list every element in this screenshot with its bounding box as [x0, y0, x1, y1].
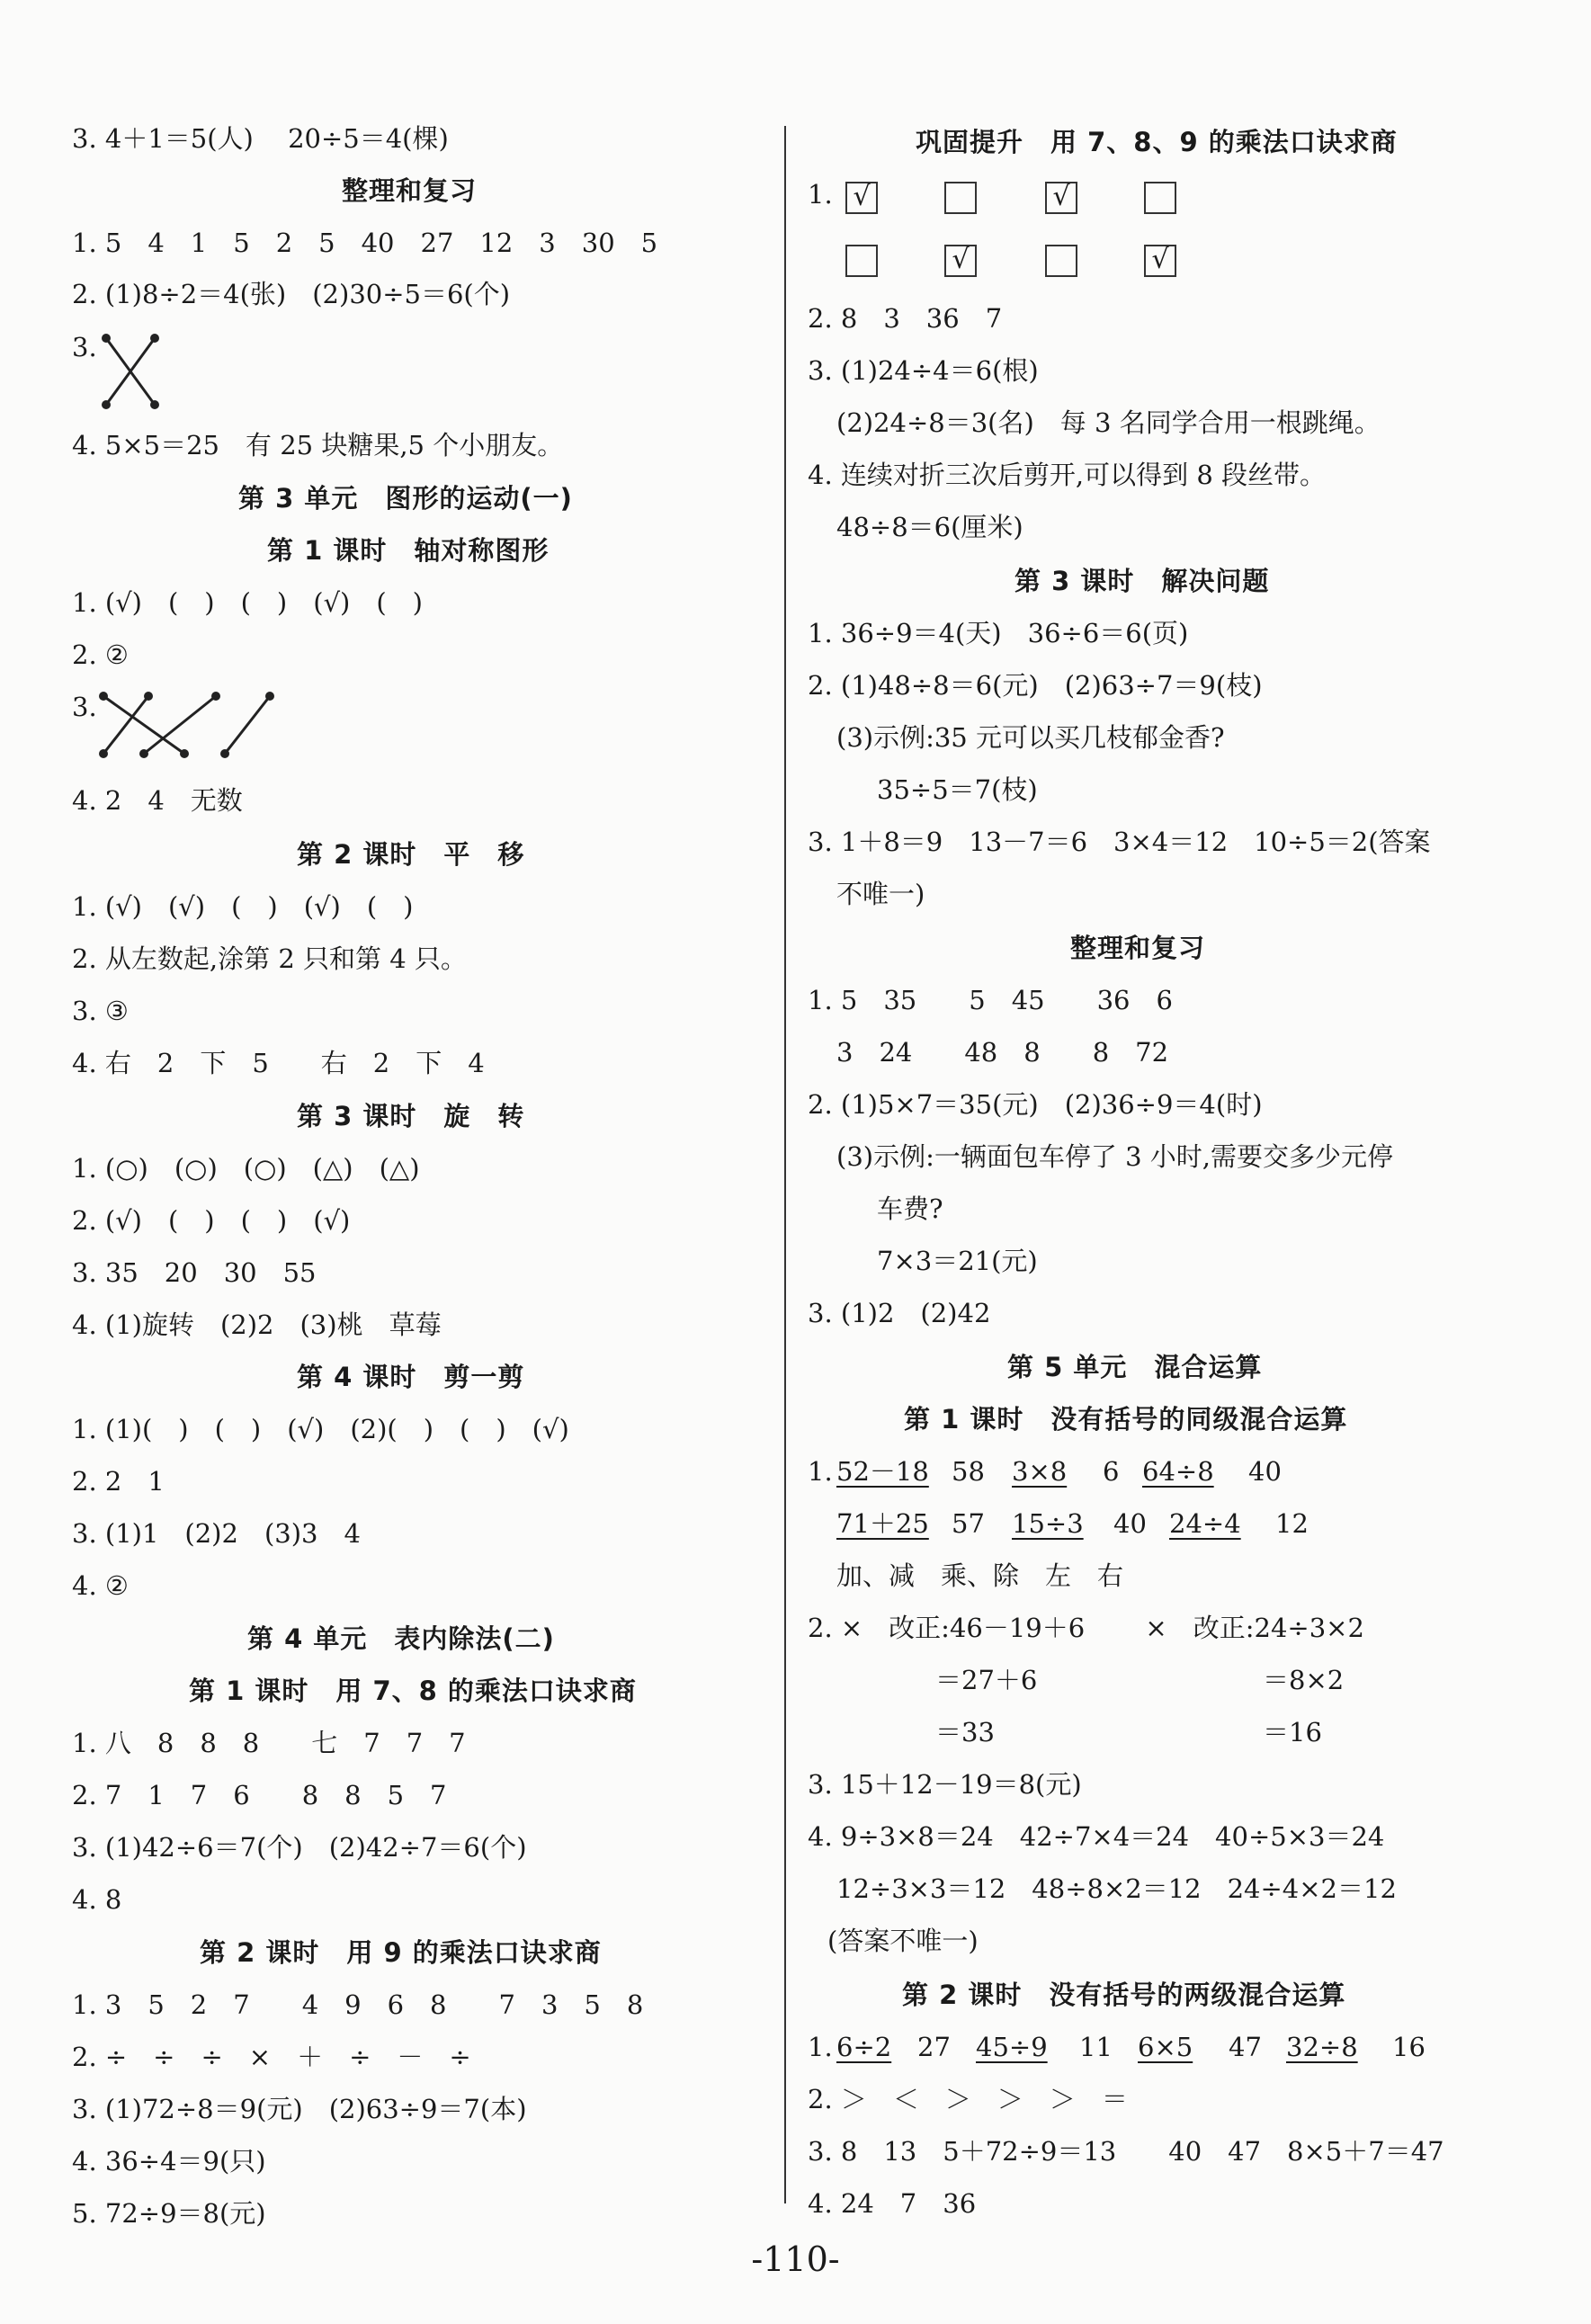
answer-underlined: 32÷8 — [1286, 2032, 1358, 2062]
answer-line: 2. ÷ ÷ ÷ × ＋ ÷ － ÷ — [72, 2042, 471, 2072]
answer-line: (3)示例:一辆面包车停了 3 小时,需要交多少元停 — [836, 1141, 1393, 1172]
unit-heading: 第 5 单元 混合运算 — [1007, 1352, 1263, 1382]
answer-value: 6 — [1103, 1456, 1120, 1487]
page-number: -110- — [751, 2239, 840, 2279]
answer-line: 3. — [72, 692, 97, 722]
answer-line: 1. 36÷9＝4(天) 36÷6＝6(页) — [808, 618, 1189, 648]
answer-line: 3. 15＋12－19＝8(元) — [808, 1769, 1082, 1800]
section-heading: 整理和复习 — [342, 175, 478, 206]
answer-value: 12 — [1275, 1508, 1309, 1539]
answer-line: 1. 八 8 8 8 七 7 7 7 — [72, 1728, 466, 1758]
answer-value: 58 — [952, 1456, 985, 1487]
answer-line: ＝27＋6 — [935, 1665, 1038, 1695]
checkbox-checked: √ — [944, 245, 977, 277]
answer-line: 2. (1)5×7＝35(元) (2)36÷9＝4(时) — [808, 1089, 1263, 1120]
answer-line: 3. (1)42÷6＝7(个) (2)42÷7＝6(个) — [72, 1832, 527, 1863]
answer-line: 2. ＞ ＜ ＞ ＞ ＞ ＝ — [808, 2084, 1128, 2114]
answer-value: 40 — [1248, 1456, 1282, 1487]
column-divider — [784, 126, 786, 2203]
answer-line: 1. 3 5 2 7 4 9 6 8 7 3 5 8 — [72, 1989, 644, 2020]
answer-line: 4. 连续对折三次后剪开,可以得到 8 段丝带。 — [808, 460, 1326, 490]
lesson-heading: 第 2 课时 用 9 的乘法口诀求商 — [200, 1937, 602, 1968]
answer-underlined: 15÷3 — [1012, 1508, 1084, 1539]
answer-line: 2. 2 1 — [72, 1466, 165, 1497]
matching-lines-figure — [94, 685, 283, 766]
answer-underlined: 64÷8 — [1142, 1456, 1214, 1487]
section-heading: 巩固提升 用 7、8、9 的乘法口诀求商 — [916, 127, 1398, 157]
answer-line: 加、减 乘、除 左 右 — [836, 1560, 1124, 1591]
answer-line: 车费? — [877, 1193, 943, 1224]
answer-line: 3. 1＋8＝9 13－7＝6 3×4＝12 10÷5＝2(答案 — [808, 827, 1431, 857]
answer-line: ＝8×2 — [1263, 1665, 1345, 1695]
answer-line: 7×3＝21(元) — [877, 1246, 1038, 1276]
answer-line: 1. — [808, 2032, 833, 2062]
checkbox-empty — [1144, 182, 1176, 214]
answer-line: 1. 5 4 1 5 2 5 40 27 12 3 30 5 — [72, 228, 658, 258]
answer-line: 4. (1)旋转 (2)2 (3)桃 草莓 — [72, 1309, 442, 1340]
unit-heading: 第 4 单元 表内除法(二) — [247, 1623, 555, 1654]
checkbox-empty — [1045, 245, 1077, 277]
answer-line: 2. (√) ( ) ( ) (√) — [72, 1205, 351, 1236]
answer-line: 1. 5 35 5 45 36 6 — [808, 985, 1173, 1015]
answer-value: 27 — [917, 2032, 951, 2062]
lesson-heading: 第 3 课时 旋 转 — [297, 1101, 525, 1131]
checkbox-empty — [944, 182, 977, 214]
lesson-heading: 第 1 课时 用 7、8 的乘法口诀求商 — [189, 1676, 637, 1706]
checkbox-empty — [845, 245, 878, 277]
answer-line: 2. (1)48÷8＝6(元) (2)63÷7＝9(枝) — [808, 670, 1263, 701]
answer-line: 3. ③ — [72, 996, 129, 1026]
answer-underlined: 45÷9 — [976, 2032, 1048, 2062]
unit-heading: 第 3 单元 图形的运动(一) — [238, 483, 573, 514]
answer-line: 12÷3×3＝12 48÷8×2＝12 24÷4×2＝12 — [836, 1873, 1397, 1904]
answer-value: 47 — [1229, 2032, 1262, 2062]
answer-line: 5. 72÷9＝8(元) — [72, 2198, 266, 2229]
answer-line: 3. (1)72÷8＝9(元) (2)63÷9＝7(本) — [72, 2094, 527, 2124]
answer-line: 3. 8 13 5＋72÷9＝13 40 47 8×5＋7＝47 — [808, 2136, 1444, 2167]
lesson-heading: 第 1 课时 没有括号的同级混合运算 — [904, 1404, 1348, 1435]
answer-line: 4. 右 2 下 5 右 2 下 4 — [72, 1048, 485, 1078]
answer-line: 1. — [808, 1456, 833, 1487]
cross-lines-figure — [99, 331, 162, 412]
answer-line: 3. 35 20 30 55 — [72, 1257, 317, 1288]
answer-underlined: 52－18 — [836, 1456, 929, 1487]
answer-line: 4. 36÷4＝9(只) — [72, 2146, 266, 2177]
lesson-heading: 第 1 课时 轴对称图形 — [267, 535, 550, 566]
answer-line: 3. 4＋1＝5(人) 20÷5＝4(棵) — [72, 123, 449, 154]
answer-line: 48÷8＝6(厘米) — [836, 512, 1023, 542]
section-heading: 整理和复习 — [1070, 933, 1206, 963]
answer-value: 57 — [952, 1508, 985, 1539]
answer-line: 2. 从左数起,涂第 2 只和第 4 只。 — [72, 943, 467, 974]
answer-line: 4. 24 7 36 — [808, 2188, 977, 2219]
answer-underlined: 3×8 — [1012, 1456, 1068, 1487]
answer-line: (3)示例:35 元可以买几枝郁金香? — [836, 722, 1225, 753]
answer-line: 1. — [808, 179, 833, 210]
answer-underlined: 71＋25 — [836, 1508, 929, 1539]
answer-line: 3. (1)1 (2)2 (3)3 4 — [72, 1518, 361, 1549]
answer-line: 1. (√) (√) ( ) (√) ( ) — [72, 891, 414, 922]
checkbox-checked: √ — [1045, 182, 1077, 214]
answer-line: 2. × 改正:46－19＋6 × 改正:24÷3×2 — [808, 1613, 1364, 1643]
lesson-heading: 第 4 课时 剪一剪 — [297, 1362, 525, 1392]
answer-line: 2. 8 3 36 7 — [808, 303, 1003, 334]
answer-line: 3. — [72, 332, 97, 362]
answer-line: 2. 7 1 7 6 8 8 5 7 — [72, 1780, 447, 1810]
answer-line: 4. 5×5＝25 有 25 块糖果,5 个小朋友。 — [72, 430, 564, 460]
lesson-heading: 第 3 课时 解决问题 — [1014, 566, 1270, 596]
answer-line: 3. (1)2 (2)42 — [808, 1298, 991, 1328]
answer-line: (答案不唯一) — [827, 1926, 979, 1956]
answer-underlined: 6÷2 — [836, 2032, 892, 2062]
answer-line: 不唯一) — [836, 879, 925, 909]
answer-line: ＝16 — [1263, 1717, 1322, 1747]
answer-line: 2. (1)8÷2＝4(张) (2)30÷5＝6(个) — [72, 279, 511, 309]
answer-line: ＝33 — [935, 1717, 995, 1747]
answer-line: 1. (√) ( ) ( ) (√) ( ) — [72, 587, 423, 618]
answer-value: 16 — [1392, 2032, 1426, 2062]
answer-line: 35÷5＝7(枝) — [877, 774, 1038, 805]
checkbox-checked: √ — [845, 182, 878, 214]
answer-line: 4. 8 — [72, 1884, 122, 1915]
lesson-heading: 第 2 课时 没有括号的两级混合运算 — [902, 1980, 1346, 2010]
answer-line: 1. (○) (○) (○) (△) (△) — [72, 1153, 420, 1184]
answer-line: 4. ② — [72, 1570, 129, 1601]
answer-value: 11 — [1079, 2032, 1113, 2062]
answer-line: 2. ② — [72, 639, 129, 670]
answer-underlined: 24÷4 — [1169, 1508, 1241, 1539]
lesson-heading: 第 2 课时 平 移 — [297, 839, 525, 870]
answer-underlined: 6×5 — [1138, 2032, 1193, 2062]
answer-line: 3 24 48 8 8 72 — [836, 1037, 1169, 1068]
answer-line: 3. (1)24÷4＝6(根) — [808, 355, 1039, 386]
answer-line: (2)24÷8＝3(名) 每 3 名同学合用一根跳绳。 — [836, 407, 1381, 438]
answer-value: 40 — [1113, 1508, 1147, 1539]
answer-line: 4. 2 4 无数 — [72, 785, 243, 816]
checkbox-checked: √ — [1144, 245, 1176, 277]
answer-line: 1. (1)( ) ( ) (√) (2)( ) ( ) (√) — [72, 1414, 569, 1444]
answer-line: 4. 9÷3×8＝24 42÷7×4＝24 40÷5×3＝24 — [808, 1821, 1385, 1852]
